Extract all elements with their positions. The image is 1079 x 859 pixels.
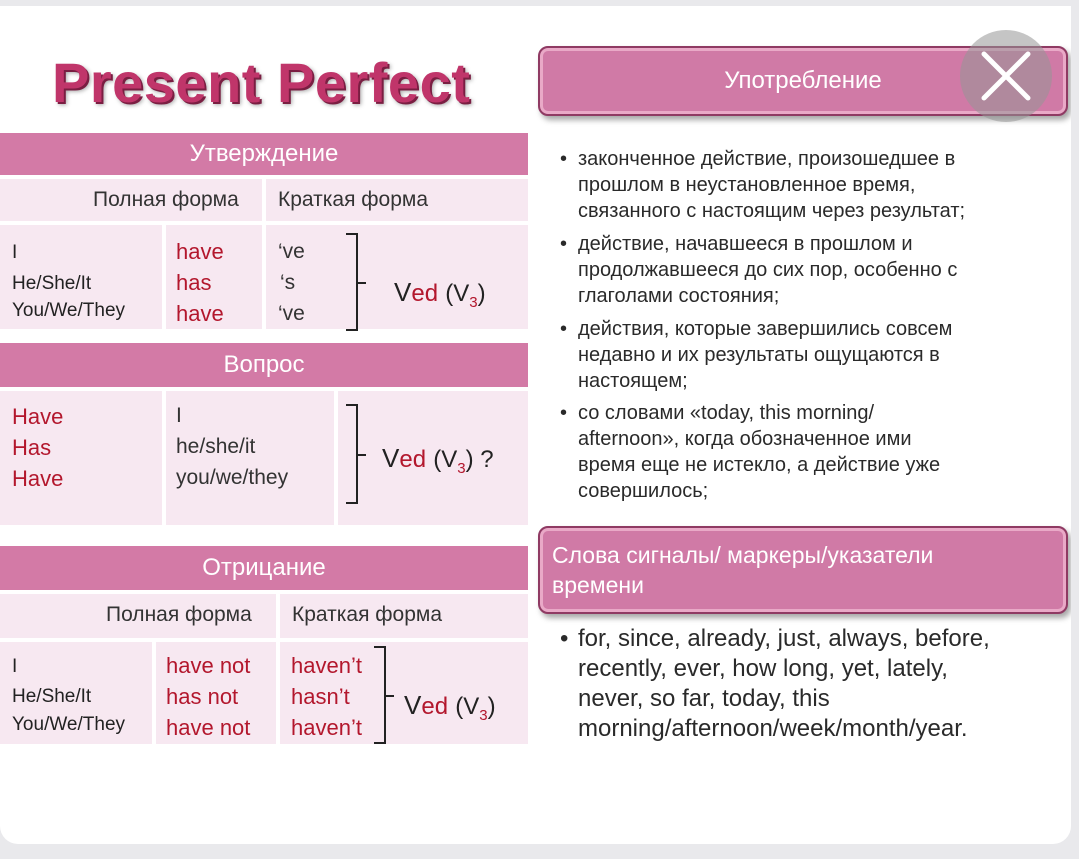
affirmative-aux: have <box>176 239 224 264</box>
question-pronoun: he/she/it <box>176 435 256 458</box>
question-header: Вопрос <box>0 343 528 387</box>
verb-v: V <box>404 690 422 720</box>
verb-v3-open: (V <box>433 446 458 473</box>
bullet-icon: • <box>560 233 568 255</box>
negative-pronoun: You/We/They <box>12 714 126 735</box>
usage-header-label: Употребление <box>724 67 882 94</box>
affirmative-col-short: Краткая форма <box>278 188 429 211</box>
affirmative-aux: has <box>176 270 212 295</box>
close-icon <box>978 48 1034 104</box>
affirmative-col-full: Полная форма <box>93 188 239 211</box>
verb-v: V <box>394 277 412 307</box>
affirmative-aux: have <box>176 301 224 326</box>
negative-aux: has not <box>166 684 239 709</box>
markers-header-label: Слова сигналы/ маркеры/указатели времени <box>552 542 934 598</box>
question-aux: Has <box>12 435 52 460</box>
usage-item-text: действие, начавшееся в прошлом и продолжавшееся до сих пор, особенно с глаголами состояния; <box>578 233 958 307</box>
question-brace <box>346 404 358 504</box>
negative-pronoun: I <box>12 656 18 677</box>
verb-v3-sub: 3 <box>479 707 488 725</box>
markers-text: for, since, already, just, always, before, recently, ever, how long, yet, lately, never, so far, today, this morning/afternoon/week/month/year. <box>578 625 990 742</box>
verb-v3-close: ) ? <box>465 446 494 473</box>
bullet-icon: • <box>560 318 568 340</box>
verb-v3-sub: 3 <box>469 294 478 312</box>
question-verb-form <box>382 443 494 477</box>
negative-short: haven’t <box>291 653 362 678</box>
affirmative-pronoun: You/We/They <box>12 300 126 321</box>
negative-aux: have not <box>166 653 251 678</box>
bullet-icon: • <box>560 625 569 652</box>
verb-v3-sub: 3 <box>457 460 466 478</box>
verb-v3-close: ) <box>477 280 486 307</box>
negative-col-full: Полная форма <box>106 603 252 626</box>
page-title: Present Perfect <box>52 51 471 114</box>
verb-ed: ed <box>399 446 427 473</box>
negative-short: hasn’t <box>291 684 350 709</box>
affirmative-short: ‘ve <box>278 240 305 263</box>
affirmative-short: ‘ve <box>278 302 305 325</box>
affirmative-brace <box>346 233 358 331</box>
bullet-icon: • <box>560 402 568 424</box>
negative-col-short: Краткая форма <box>292 603 443 626</box>
verb-ed: ed <box>411 280 439 307</box>
close-button[interactable] <box>960 30 1052 122</box>
affirmative-verb-form <box>394 277 486 311</box>
negative-aux: have not <box>166 715 251 740</box>
verb-ed: ed <box>421 693 449 720</box>
negative-brace <box>374 646 386 744</box>
usage-item-text: со словами «today, this morning/ afternoon», когда обозначенное ими время еще не истекло, а действие уже совершилось; <box>578 402 941 502</box>
verb-v3-open: (V <box>455 693 480 720</box>
negative-header: Отрицание <box>0 546 528 590</box>
question-aux: Have <box>12 466 64 491</box>
usage-item-text: действия, которые завершились совсем недавно и их результаты ощущаются в настоящем; <box>578 318 953 392</box>
affirmative-pronoun: He/She/It <box>12 273 92 294</box>
negative-pronoun: He/She/It <box>12 686 92 707</box>
negative-short: haven’t <box>291 715 362 740</box>
affirmative-short: ‘s <box>280 271 296 294</box>
verb-v3-close: ) <box>487 693 496 720</box>
markers-header <box>538 526 1068 614</box>
page <box>0 6 1071 844</box>
verb-v3-open: (V <box>445 280 470 307</box>
usage-item-text: законченное действие, произошедшее в прошлом в неустановленное время, связанного с настоящим через результат; <box>578 148 966 222</box>
question-pronoun: you/we/they <box>176 466 289 489</box>
verb-v: V <box>382 443 400 473</box>
question-aux: Have <box>12 404 64 429</box>
affirmative-pronoun: I <box>12 242 18 263</box>
negative-verb-form <box>404 690 496 724</box>
affirmative-header: Утверждение <box>0 133 528 175</box>
bullet-icon: • <box>560 148 568 170</box>
question-pronoun: I <box>176 404 182 427</box>
